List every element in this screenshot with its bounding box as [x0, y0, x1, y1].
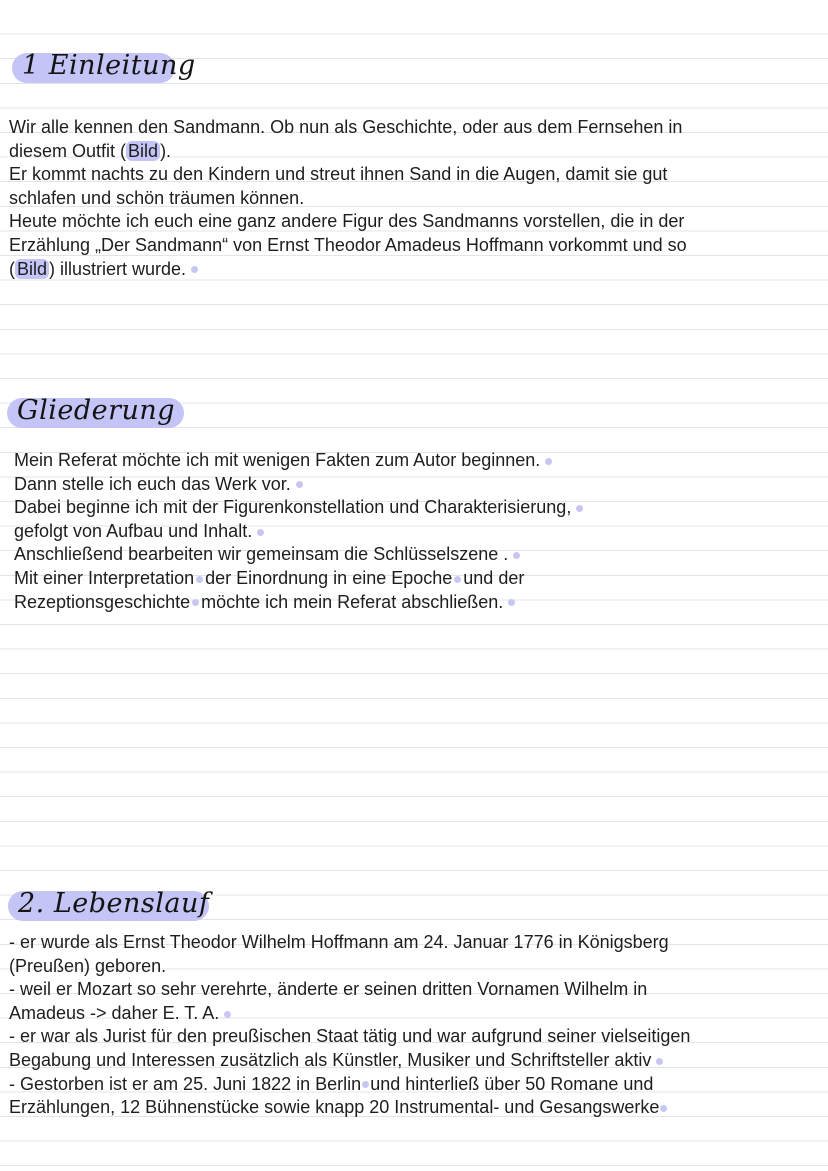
lebenslauf-line-3: - weil er Mozart so sehr verehrte, änderte er seinen dritten Vornamen Wilhelm in	[9, 979, 648, 1000]
bullet-dot	[191, 266, 198, 273]
gliederung-heading-highlight	[7, 395, 184, 428]
gliederung-line-1: Mein Referat möchte ich mit wenigen Fakten zum Autor beginnen.	[14, 449, 819, 473]
bullet-dot	[296, 481, 303, 488]
lebenslauf-line-6: Begabung und Interessen zusätzlich als Künstler, Musiker und Schriftsteller aktiv	[9, 1049, 814, 1073]
einleitung-line-2: diesem Outfit ( Bild ).	[9, 140, 172, 161]
bullet-dot	[656, 1058, 663, 1065]
einleitung-line-1: Wir alle kennen den Sandmann. Ob nun als Geschichte, oder aus dem Fernsehen in	[9, 117, 683, 137]
einleitung-line-7: ( Bild ) illustriert wurde.	[9, 258, 814, 282]
einleitung-line-4: schlafen und schön träumen können.	[9, 187, 305, 208]
bullet-dot	[224, 1011, 231, 1018]
lebenslauf-text	[9, 931, 814, 1120]
bild-highlight-2: Bild	[17, 258, 48, 279]
einleitung-heading-highlight	[12, 50, 196, 83]
bullet-dot	[362, 1081, 369, 1088]
bullet-dot	[513, 552, 520, 559]
einleitung-line-6: Erzählung „Der Sandmann“ von Ernst Theodor Amadeus Hoffmann vorkommt und so	[9, 234, 687, 255]
bullet-dot	[545, 458, 552, 465]
lebenslauf-heading: 2. Lebenslauf	[18, 888, 210, 919]
bullet-dot	[454, 576, 461, 583]
einleitung-line-5: Heute möchte ich euch eine ganz andere Figur des Sandmanns vorstellen, die in der	[9, 211, 685, 232]
gliederung-line-5: Anschließend bearbeiten wir gemeinsam die Schlüsselszene .	[14, 543, 819, 567]
lebenslauf-line-4: Amadeus -> daher E. T. A.	[9, 1002, 814, 1026]
gliederung-line-7: Rezeptionsgeschichte möchte ich mein Referat abschließen.	[14, 591, 819, 615]
einleitung-line-3: Er kommt nachts zu den Kindern und streut ihnen Sand in die Augen, damit sie gut	[9, 164, 668, 185]
bullet-dot	[660, 1105, 667, 1112]
einleitung-text	[9, 116, 814, 281]
lebenslauf-line-5: - er war als Jurist für den preußischen Staat tätig und war aufgrund seiner vielseitigen	[9, 1026, 691, 1047]
bullet-dot	[508, 599, 515, 606]
einleitung-heading: 1 Einleitung	[22, 50, 196, 81]
lebenslauf-line-8: Erzählungen, 12 Bühnenstücke sowie knapp 20 Instrumental- und Gesangswerke	[9, 1096, 814, 1120]
gliederung-line-6: Mit einer Interpretation der Einordnung in eine Epoche und der	[14, 567, 525, 588]
bullet-dot	[196, 576, 203, 583]
lebenslauf-line-2: (Preußen) geboren.	[9, 955, 167, 976]
gliederung-line-3: Dabei beginne ich mit der Figurenkonstellation und Charakterisierung,	[14, 496, 819, 520]
gliederung-line-4: gefolgt von Aufbau und Inhalt.	[14, 520, 819, 544]
gliederung-heading: Gliederung	[17, 395, 176, 426]
bild-highlight-1: Bild	[128, 140, 159, 161]
bullet-dot	[192, 599, 199, 606]
bullet-dot	[257, 529, 264, 536]
lebenslauf-line-1: - er wurde als Ernst Theodor Wilhelm Hoffmann am 24. Januar 1776 in Königsberg	[9, 932, 669, 952]
bullet-dot	[576, 505, 583, 512]
gliederung-text	[14, 449, 819, 614]
lebenslauf-heading-highlight	[8, 888, 210, 921]
gliederung-line-2: Dann stelle ich euch das Werk vor.	[14, 473, 819, 497]
lebenslauf-line-7: - Gestorben ist er am 25. Juni 1822 in Berlin und hinterließ über 50 Romane und	[9, 1073, 654, 1094]
